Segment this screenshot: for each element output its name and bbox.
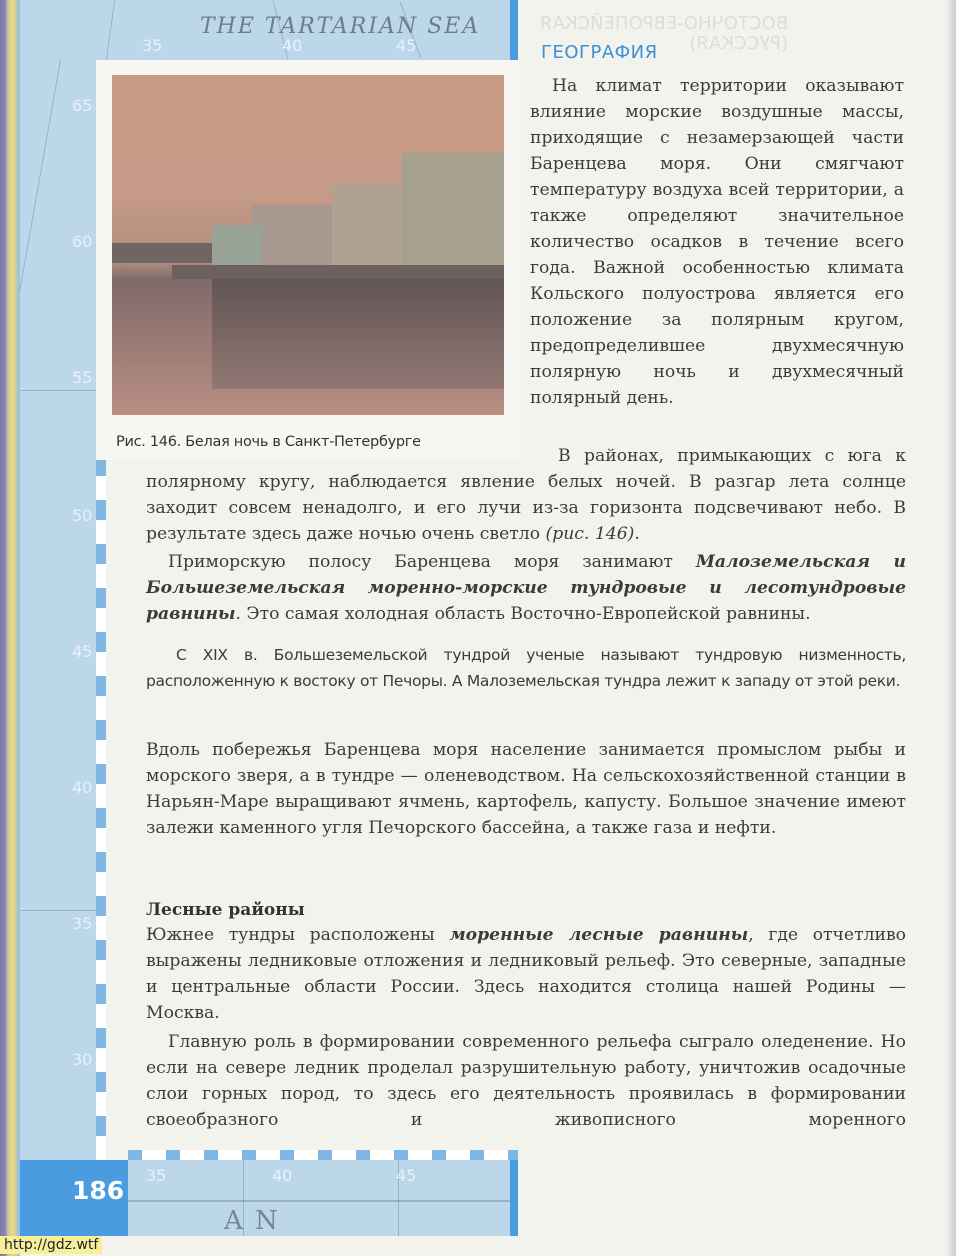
- degree-label: 45: [396, 36, 417, 55]
- section-label: ГЕОГРАФИЯ: [541, 42, 658, 63]
- degree-label: 40: [72, 778, 93, 797]
- map-decoration-top: [20, 0, 518, 60]
- degree-label: 60: [72, 232, 93, 251]
- degree-label: 40: [272, 1166, 293, 1185]
- note-box-text: С XIX в. Большеземельской тундрой ученые называют тундровую низменность, расположенную к востоку от Печоры. А Малоземельская тундра лежит к западу от этой реки.: [146, 646, 906, 690]
- paragraph-tundra-plains: Приморскую полосу Баренцева моря занимают Малоземельская и Большеземельская моренно-морские тундровые и лесотундровые равнины. Это самая холодная область Восточно-Европейской равнины.: [146, 552, 906, 624]
- term-highlight: Малоземельская и Большеземельская моренно-морские тундровые и лесотундровые равнины: [146, 552, 906, 624]
- term-highlight: моренные лесные равнины: [449, 925, 749, 945]
- paragraph-climate: На климат территории оказывают влияние морские воздушные массы, приходящие с незамерзающей части Баренцева моря. Они смягчают температуру воздуха всей территории, а также определяют значительное количество осадков в течение всего года. Важной особенностью климата Кольского полуострова является его положение за полярным кругом, предопределившее двухмесячную полярную ночь и двухмесячный полярный день.: [530, 76, 904, 408]
- paragraph-forest-plains: Южнее тундры расположены моренные лесные равнины, где отчетливо выражены ледниковые отложения и ледниковый рельеф. Это северные, западные и центральные области России. Здесь находится столица нашей Родины — Москва.: [146, 925, 906, 1023]
- map-letters: A N: [224, 1206, 280, 1236]
- degree-label: 30: [72, 1050, 93, 1069]
- book-binding-edge: [0, 0, 20, 1256]
- degree-label: 55: [72, 368, 93, 387]
- figure-caption: Рис. 146. Белая ночь в Санкт-Петербурге: [116, 434, 421, 450]
- degree-label: 35: [146, 1166, 167, 1185]
- degree-label: 65: [72, 96, 93, 115]
- degree-label: 45: [72, 642, 93, 661]
- map-decoration-bottom: [128, 1160, 518, 1236]
- figure-reference[interactable]: (рис. 146): [545, 524, 635, 544]
- degree-label: 35: [142, 36, 163, 55]
- degree-label: 35: [72, 914, 93, 933]
- degree-label: 45: [396, 1166, 417, 1185]
- page-number: 186: [72, 1176, 125, 1205]
- map-decoration-left: [20, 60, 96, 1160]
- sea-label: THE TARTARIAN SEA: [200, 14, 481, 39]
- watermark-url[interactable]: http://gdz.wtf: [0, 1236, 102, 1254]
- paragraph-economy: Вдоль побережья Баренцева моря население занимается промыслом рыбы и морского зверя, а в тундре — оленеводством. На сельскохозяйственной станции в Нарьян-Маре выращивают ячмень, картофель, капусту. Большое значение имеют залежи каменного угля Печорского бассейна, а также газа и нефти.: [146, 740, 906, 838]
- paragraph-white-nights: В районах, примыкающих с юга к полярному кругу, наблюдается явление белых ночей. В разгар лета солнце заходит совсем ненадолго, и его лучи из-за горизонта подсвечивают небо. В результате здесь даже ночью очень светло (рис. 146).: [146, 446, 906, 544]
- section-heading: Лесные районы: [146, 900, 305, 920]
- degree-label: 40: [282, 36, 303, 55]
- header-ghost-text: ВОСТОЧНО-ЕВРОПЕЙСКАЯ (РУССКАЯ): [540, 13, 789, 54]
- page-edge-shadow: [946, 0, 956, 1256]
- degree-label: 50: [72, 506, 93, 525]
- frame-border-bottom: [128, 1150, 518, 1160]
- figure-image-white-night: [112, 75, 504, 415]
- paragraph-glaciation: Главную роль в формировании современного рельефа сыграло оледенение. Но если на севере ледник проделал разрушительную работу, уничтожив осадочные слои горных пород, то здесь его деятельность проявилась в формировании своеобразного и живописного моренного: [146, 1032, 906, 1130]
